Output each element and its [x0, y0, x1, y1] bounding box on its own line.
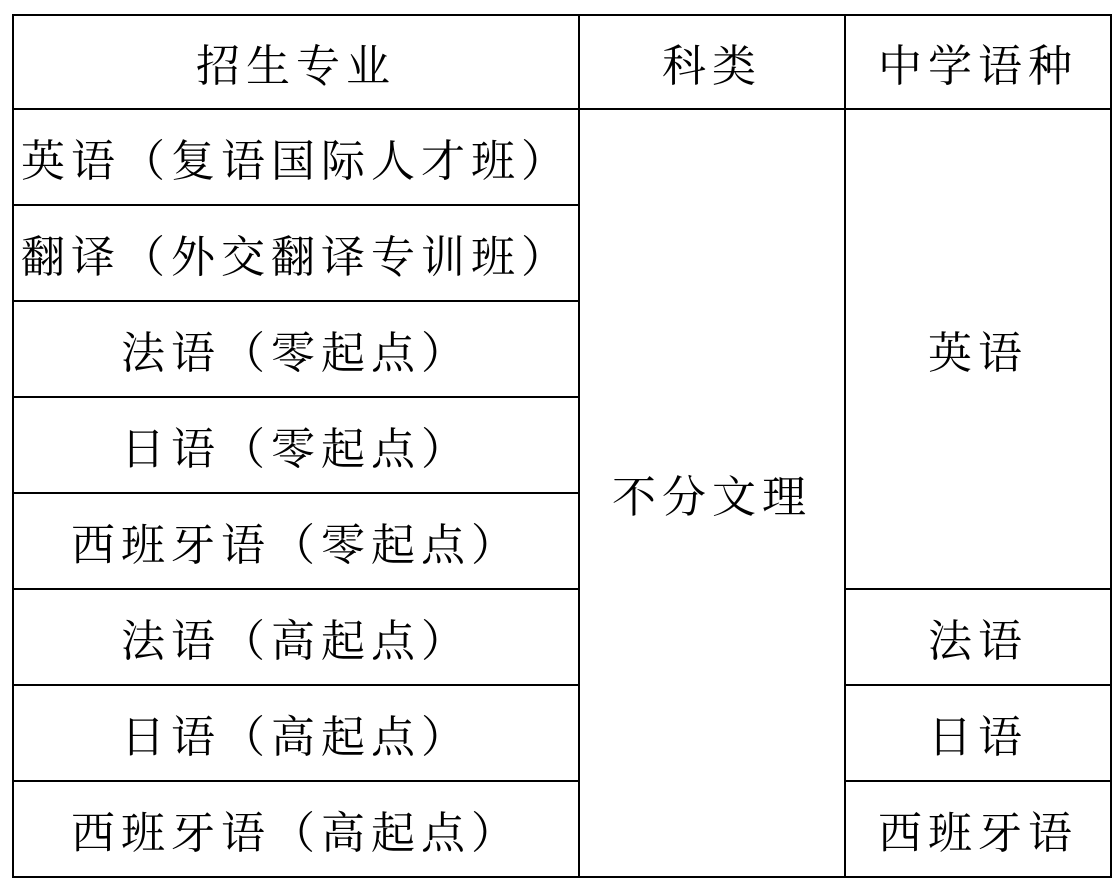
header-category: 科类 [579, 15, 845, 109]
table-row [13, 589, 1111, 685]
major-cell: 翻译（外交翻译专训班） [13, 205, 579, 301]
language-cell: 英语 [845, 109, 1111, 589]
table-header-row [13, 15, 1111, 109]
category-cell: 不分文理 [579, 109, 845, 877]
language-cell: 法语 [845, 589, 1111, 685]
admissions-table-wrapper [12, 14, 1112, 878]
table-row [13, 109, 1111, 205]
admissions-table [12, 14, 1112, 878]
table-row [13, 685, 1111, 781]
major-cell: 西班牙语（零起点） [13, 493, 579, 589]
header-language: 中学语种 [845, 15, 1111, 109]
major-cell: 日语（零起点） [13, 397, 579, 493]
major-cell: 法语（高起点） [13, 589, 579, 685]
major-cell: 法语（零起点） [13, 301, 579, 397]
table-row [13, 781, 1111, 877]
language-cell: 日语 [845, 685, 1111, 781]
major-cell: 日语（高起点） [13, 685, 579, 781]
header-major: 招生专业 [13, 15, 579, 109]
major-cell: 西班牙语（高起点） [13, 781, 579, 877]
language-cell: 西班牙语 [845, 781, 1111, 877]
major-cell: 英语（复语国际人才班） [13, 109, 579, 205]
